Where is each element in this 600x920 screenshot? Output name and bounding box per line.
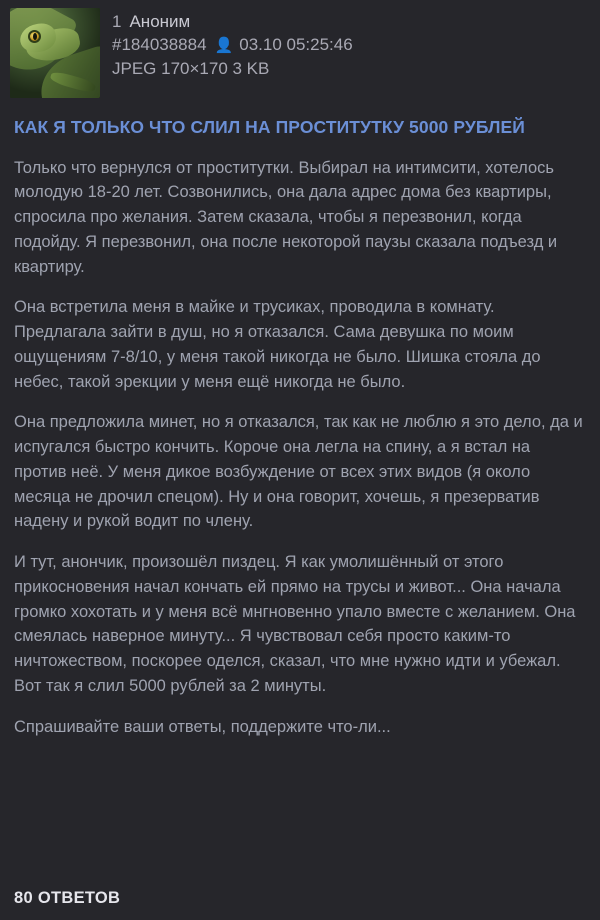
post-header — [0, 0, 600, 102]
post-id[interactable]: #184038884 — [112, 35, 207, 55]
post-body — [0, 102, 600, 739]
post-author-name: Аноним — [129, 12, 191, 31]
post-paragraph: Она встретила меня в майке и трусиках, проводила в комнату. Предлагала зайти в душ, но я отказался. Сама девушка по моим ощущениям 7-8/10, у меня такой никогда не было. Шишка стояла до небес, такой эрекции у меня ещё никогда не было. — [14, 298, 541, 391]
post-paragraph: Она предложила минет, но я отказался, так как не люблю я это дело, да и испугался быстро кончить. Короче она легла на спину, а я встал на против неё. У меня дикое возбуждение от всех этих видов (я около месяца не дрочил спецом). Ну и она говорит, хочешь, я презерватив надену и рукой водит по члену. — [14, 413, 583, 531]
answers-count-label: 80 ОТВЕТОВ — [14, 889, 121, 907]
post-paragraph: Только что вернулся от проститутки. Выбирал на интимсити, хотелось молодую 18-20 лет. Созвонились, она дала адрес дома без квартиры, спросила про желания. Затем сказала, чтобы я перезвонил, когда подойду. Я перезвонил, она после некоторой паузы сказала подъезд и квартиру. — [14, 158, 558, 276]
gecko-pupil-shape — [33, 33, 37, 40]
post-id-line — [112, 33, 353, 57]
post-paragraph: Спрашивайте ваши ответы, поддержите что-ли... — [14, 717, 391, 736]
user-icon: 👤 — [214, 37, 234, 55]
post-date: 03.10 05:25:46 — [239, 35, 353, 55]
post-file-line — [112, 57, 353, 80]
post-paragraph: И тут, анончик, произошёл пиздец. Я как умолишённый от этого прикосновения начал кончать ей прямо на трусы и живот... Она начала громко хохотать и у меня всё мнгновенно упало вместе с желанием. Она смеялась наверное минуту... Я чувствовал себя просто каким-то ничтожеством, поскорее оделся, сказал, что мне нужно идти и убежал. Вот так я слил 5000 рублей за 2 минуты. — [14, 553, 576, 695]
post-meta — [100, 8, 353, 81]
post-title: КАК Я ТОЛЬКО ЧТО СЛИЛ НА ПРОСТИТУТКУ 5000 РУБЛЕЙ — [14, 117, 525, 137]
post-author-line — [112, 10, 353, 33]
post-number: 1 — [112, 12, 122, 31]
answers-bar[interactable] — [0, 879, 600, 920]
file-info[interactable]: JPEG 170×170 3 KB — [112, 59, 270, 79]
post-thumbnail-image[interactable] — [10, 8, 100, 98]
